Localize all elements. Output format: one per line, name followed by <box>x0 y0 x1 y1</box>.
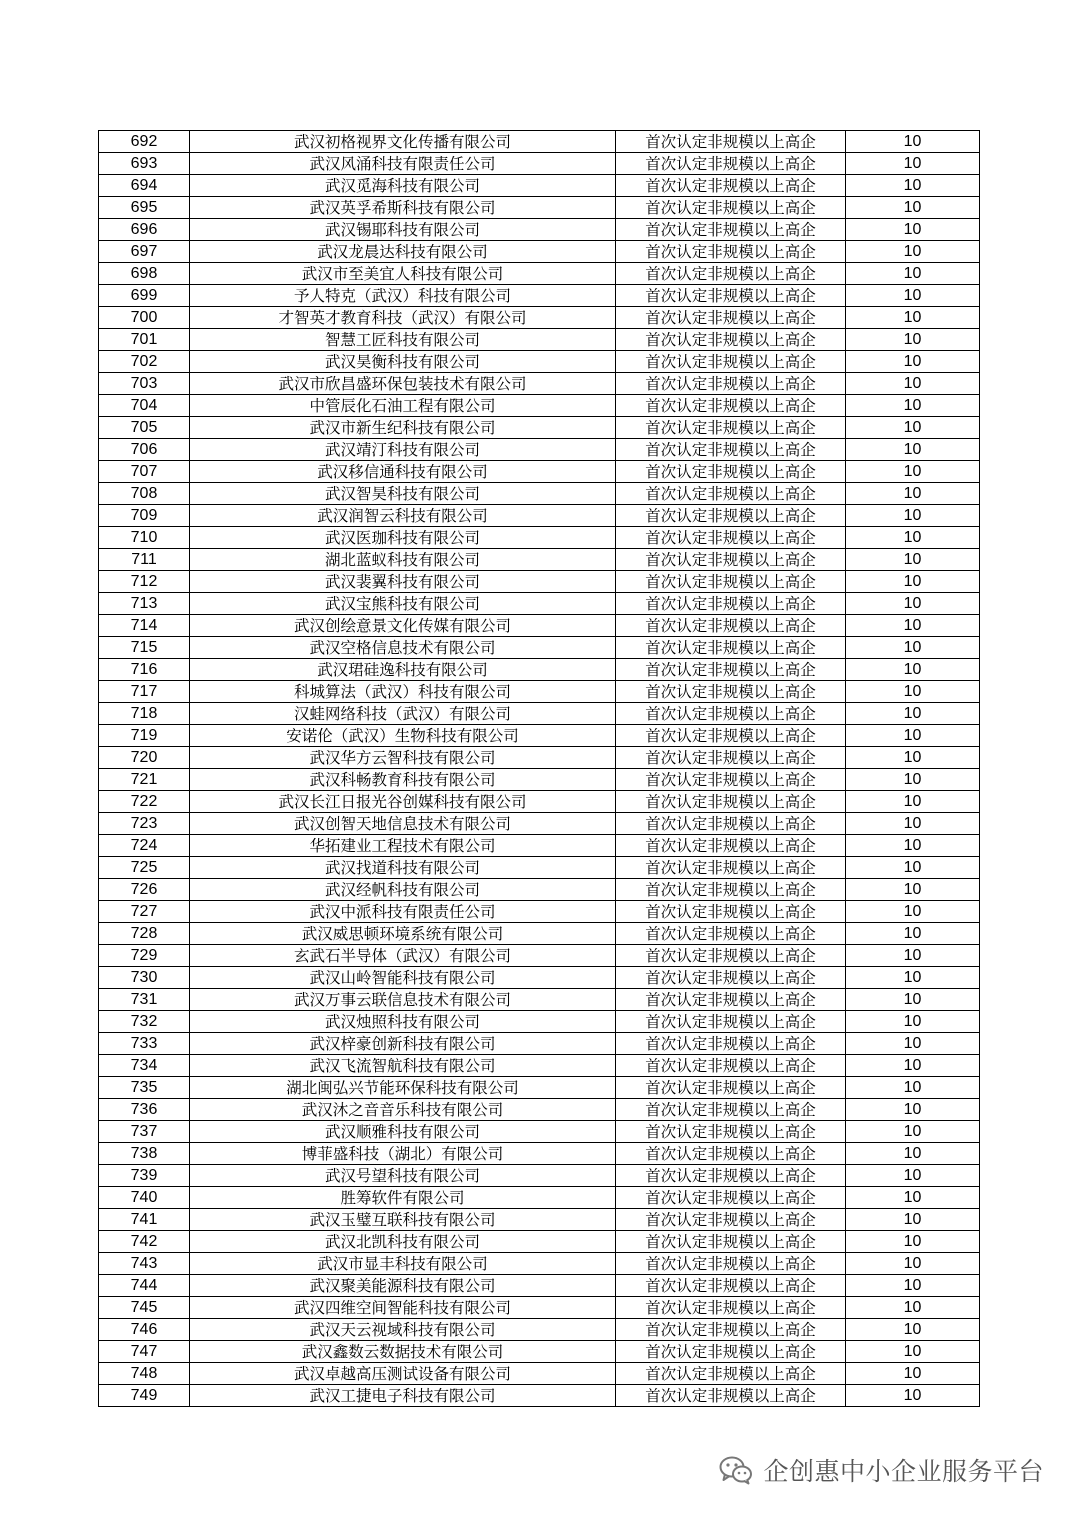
cell-company-name: 武汉创智天地信息技术有限公司 <box>190 813 616 835</box>
cell-company-name: 武汉顺雅科技有限公司 <box>190 1121 616 1143</box>
cell-score: 10 <box>846 1253 980 1275</box>
cell-score: 10 <box>846 1363 980 1385</box>
cell-recognition-type: 首次认定非规模以上高企 <box>616 1275 846 1297</box>
cell-recognition-type: 首次认定非规模以上高企 <box>616 967 846 989</box>
table-row <box>99 703 980 725</box>
cell-recognition-type: 首次认定非规模以上高企 <box>616 395 846 417</box>
cell-recognition-type: 首次认定非规模以上高企 <box>616 131 846 153</box>
table-row <box>99 1253 980 1275</box>
cell-score: 10 <box>846 659 980 681</box>
table-row <box>99 835 980 857</box>
cell-recognition-type: 首次认定非规模以上高企 <box>616 659 846 681</box>
cell-score: 10 <box>846 1209 980 1231</box>
cell-row-number: 703 <box>99 373 190 395</box>
cell-company-name: 武汉润智云科技有限公司 <box>190 505 616 527</box>
cell-score: 10 <box>846 615 980 637</box>
cell-recognition-type: 首次认定非规模以上高企 <box>616 549 846 571</box>
cell-company-name: 武汉市至美宜人科技有限公司 <box>190 263 616 285</box>
cell-row-number: 721 <box>99 769 190 791</box>
table-row <box>99 505 980 527</box>
cell-company-name: 武汉北凯科技有限公司 <box>190 1231 616 1253</box>
cell-row-number: 698 <box>99 263 190 285</box>
cell-recognition-type: 首次认定非规模以上高企 <box>616 307 846 329</box>
cell-score: 10 <box>846 373 980 395</box>
table-row <box>99 483 980 505</box>
table-row <box>99 461 980 483</box>
table-row <box>99 813 980 835</box>
cell-company-name: 武汉工捷电子科技有限公司 <box>190 1385 616 1407</box>
cell-score: 10 <box>846 307 980 329</box>
cell-score: 10 <box>846 813 980 835</box>
cell-recognition-type: 首次认定非规模以上高企 <box>616 439 846 461</box>
table-row <box>99 571 980 593</box>
cell-row-number: 718 <box>99 703 190 725</box>
cell-row-number: 749 <box>99 1385 190 1407</box>
cell-company-name: 武汉聚美能源科技有限公司 <box>190 1275 616 1297</box>
table-row <box>99 1363 980 1385</box>
watermark-text: 企创惠中小企业服务平台 <box>763 1457 1044 1486</box>
cell-score: 10 <box>846 1319 980 1341</box>
cell-row-number: 711 <box>99 549 190 571</box>
cell-score: 10 <box>846 505 980 527</box>
cell-company-name: 武汉长江日报光谷创媒科技有限公司 <box>190 791 616 813</box>
cell-row-number: 729 <box>99 945 190 967</box>
cell-recognition-type: 首次认定非规模以上高企 <box>616 1209 846 1231</box>
cell-company-name: 智慧工匠科技有限公司 <box>190 329 616 351</box>
cell-score: 10 <box>846 769 980 791</box>
table-row <box>99 1143 980 1165</box>
cell-score: 10 <box>846 703 980 725</box>
cell-recognition-type: 首次认定非规模以上高企 <box>616 791 846 813</box>
cell-recognition-type: 首次认定非规模以上高企 <box>616 835 846 857</box>
cell-score: 10 <box>846 417 980 439</box>
table-row <box>99 351 980 373</box>
cell-score: 10 <box>846 285 980 307</box>
cell-recognition-type: 首次认定非规模以上高企 <box>616 1099 846 1121</box>
cell-company-name: 武汉经帆科技有限公司 <box>190 879 616 901</box>
cell-company-name: 武汉裴翼科技有限公司 <box>190 571 616 593</box>
cell-row-number: 722 <box>99 791 190 813</box>
cell-row-number: 706 <box>99 439 190 461</box>
cell-recognition-type: 首次认定非规模以上高企 <box>616 1033 846 1055</box>
table-row <box>99 747 980 769</box>
cell-recognition-type: 首次认定非规模以上高企 <box>616 945 846 967</box>
cell-company-name: 湖北蓝蚁科技有限公司 <box>190 549 616 571</box>
cell-row-number: 696 <box>99 219 190 241</box>
cell-score: 10 <box>846 483 980 505</box>
table-row <box>99 1385 980 1407</box>
cell-row-number: 723 <box>99 813 190 835</box>
cell-recognition-type: 首次认定非规模以上高企 <box>616 681 846 703</box>
cell-row-number: 715 <box>99 637 190 659</box>
cell-row-number: 710 <box>99 527 190 549</box>
cell-recognition-type: 首次认定非规模以上高企 <box>616 461 846 483</box>
cell-recognition-type: 首次认定非规模以上高企 <box>616 241 846 263</box>
cell-company-name: 武汉四维空间智能科技有限公司 <box>190 1297 616 1319</box>
cell-score: 10 <box>846 1077 980 1099</box>
table-row <box>99 1275 980 1297</box>
cell-company-name: 武汉市显丰科技有限公司 <box>190 1253 616 1275</box>
cell-recognition-type: 首次认定非规模以上高企 <box>616 1011 846 1033</box>
cell-row-number: 709 <box>99 505 190 527</box>
cell-score: 10 <box>846 241 980 263</box>
cell-company-name: 武汉宝熊科技有限公司 <box>190 593 616 615</box>
cell-recognition-type: 首次认定非规模以上高企 <box>616 703 846 725</box>
cell-company-name: 武汉初格视界文化传播有限公司 <box>190 131 616 153</box>
cell-company-name: 安诺伦（武汉）生物科技有限公司 <box>190 725 616 747</box>
cell-row-number: 741 <box>99 1209 190 1231</box>
cell-company-name: 武汉风涌科技有限责任公司 <box>190 153 616 175</box>
cell-recognition-type: 首次认定非规模以上高企 <box>616 329 846 351</box>
table-row <box>99 967 980 989</box>
cell-score: 10 <box>846 901 980 923</box>
cell-score: 10 <box>846 219 980 241</box>
cell-company-name: 武汉智昊科技有限公司 <box>190 483 616 505</box>
cell-row-number: 704 <box>99 395 190 417</box>
cell-company-name: 武汉号望科技有限公司 <box>190 1165 616 1187</box>
cell-row-number: 735 <box>99 1077 190 1099</box>
cell-score: 10 <box>846 1033 980 1055</box>
cell-company-name: 华拓建业工程技术有限公司 <box>190 835 616 857</box>
cell-score: 10 <box>846 131 980 153</box>
cell-score: 10 <box>846 1297 980 1319</box>
cell-recognition-type: 首次认定非规模以上高企 <box>616 1121 846 1143</box>
cell-row-number: 692 <box>99 131 190 153</box>
cell-row-number: 724 <box>99 835 190 857</box>
cell-row-number: 717 <box>99 681 190 703</box>
cell-score: 10 <box>846 989 980 1011</box>
cell-row-number: 730 <box>99 967 190 989</box>
cell-score: 10 <box>846 637 980 659</box>
table-row <box>99 879 980 901</box>
cell-company-name: 武汉鑫数云数据技术有限公司 <box>190 1341 616 1363</box>
table-row <box>99 1165 980 1187</box>
cell-recognition-type: 首次认定非规模以上高企 <box>616 1297 846 1319</box>
cell-recognition-type: 首次认定非规模以上高企 <box>616 989 846 1011</box>
cell-score: 10 <box>846 461 980 483</box>
table-row <box>99 659 980 681</box>
cell-score: 10 <box>846 1055 980 1077</box>
cell-score: 10 <box>846 725 980 747</box>
cell-company-name: 武汉飞流智航科技有限公司 <box>190 1055 616 1077</box>
cell-recognition-type: 首次认定非规模以上高企 <box>616 1231 846 1253</box>
cell-recognition-type: 首次认定非规模以上高企 <box>616 1341 846 1363</box>
cell-row-number: 720 <box>99 747 190 769</box>
cell-recognition-type: 首次认定非规模以上高企 <box>616 351 846 373</box>
table-row <box>99 175 980 197</box>
cell-recognition-type: 首次认定非规模以上高企 <box>616 747 846 769</box>
cell-score: 10 <box>846 967 980 989</box>
table-body <box>99 131 980 1407</box>
table-row <box>99 1187 980 1209</box>
cell-score: 10 <box>846 791 980 813</box>
table-row <box>99 1099 980 1121</box>
cell-recognition-type: 首次认定非规模以上高企 <box>616 901 846 923</box>
cell-company-name: 武汉威思顿环境系统有限公司 <box>190 923 616 945</box>
cell-recognition-type: 首次认定非规模以上高企 <box>616 153 846 175</box>
cell-score: 10 <box>846 1385 980 1407</box>
table-row <box>99 1011 980 1033</box>
table-row <box>99 615 980 637</box>
cell-company-name: 武汉华方云智科技有限公司 <box>190 747 616 769</box>
cell-row-number: 697 <box>99 241 190 263</box>
cell-row-number: 733 <box>99 1033 190 1055</box>
cell-row-number: 719 <box>99 725 190 747</box>
cell-company-name: 武汉移信通科技有限公司 <box>190 461 616 483</box>
cell-row-number: 742 <box>99 1231 190 1253</box>
table-row <box>99 197 980 219</box>
cell-company-name: 武汉创绘意景文化传媒有限公司 <box>190 615 616 637</box>
cell-company-name: 武汉玉璧互联科技有限公司 <box>190 1209 616 1231</box>
cell-row-number: 727 <box>99 901 190 923</box>
table-row <box>99 439 980 461</box>
cell-company-name: 武汉万事云联信息技术有限公司 <box>190 989 616 1011</box>
cell-recognition-type: 首次认定非规模以上高企 <box>616 1165 846 1187</box>
cell-row-number: 746 <box>99 1319 190 1341</box>
cell-company-name: 武汉中派科技有限责任公司 <box>190 901 616 923</box>
cell-company-name: 武汉科畅教育科技有限公司 <box>190 769 616 791</box>
cell-recognition-type: 首次认定非规模以上高企 <box>616 1363 846 1385</box>
cell-score: 10 <box>846 1121 980 1143</box>
table-row <box>99 901 980 923</box>
cell-recognition-type: 首次认定非规模以上高企 <box>616 1385 846 1407</box>
cell-recognition-type: 首次认定非规模以上高企 <box>616 1055 846 1077</box>
table-row <box>99 1055 980 1077</box>
table-row <box>99 637 980 659</box>
cell-score: 10 <box>846 1275 980 1297</box>
cell-row-number: 731 <box>99 989 190 1011</box>
cell-row-number: 726 <box>99 879 190 901</box>
cell-company-name: 武汉觅海科技有限公司 <box>190 175 616 197</box>
cell-company-name: 武汉山岭智能科技有限公司 <box>190 967 616 989</box>
cell-score: 10 <box>846 923 980 945</box>
cell-recognition-type: 首次认定非规模以上高企 <box>616 857 846 879</box>
table-row <box>99 131 980 153</box>
table-row <box>99 1209 980 1231</box>
cell-company-name: 武汉昊衡科技有限公司 <box>190 351 616 373</box>
cell-row-number: 712 <box>99 571 190 593</box>
cell-company-name: 博菲盛科技（湖北）有限公司 <box>190 1143 616 1165</box>
cell-recognition-type: 首次认定非规模以上高企 <box>616 879 846 901</box>
cell-row-number: 693 <box>99 153 190 175</box>
cell-row-number: 701 <box>99 329 190 351</box>
cell-row-number: 695 <box>99 197 190 219</box>
cell-score: 10 <box>846 527 980 549</box>
cell-company-name: 武汉市欣昌盛环保包装技术有限公司 <box>190 373 616 395</box>
cell-row-number: 694 <box>99 175 190 197</box>
cell-recognition-type: 首次认定非规模以上高企 <box>616 197 846 219</box>
cell-row-number: 737 <box>99 1121 190 1143</box>
cell-row-number: 708 <box>99 483 190 505</box>
cell-company-name: 武汉市新生纪科技有限公司 <box>190 417 616 439</box>
cell-recognition-type: 首次认定非规模以上高企 <box>616 417 846 439</box>
cell-company-name: 才智英才教育科技（武汉）有限公司 <box>190 307 616 329</box>
table-row <box>99 681 980 703</box>
table-row <box>99 1319 980 1341</box>
table-row <box>99 923 980 945</box>
cell-score: 10 <box>846 1165 980 1187</box>
cell-recognition-type: 首次认定非规模以上高企 <box>616 263 846 285</box>
cell-row-number: 744 <box>99 1275 190 1297</box>
table-row <box>99 263 980 285</box>
cell-company-name: 科城算法（武汉）科技有限公司 <box>190 681 616 703</box>
table-row <box>99 285 980 307</box>
cell-recognition-type: 首次认定非规模以上高企 <box>616 373 846 395</box>
cell-score: 10 <box>846 1143 980 1165</box>
cell-score: 10 <box>846 1187 980 1209</box>
table-row <box>99 373 980 395</box>
cell-company-name: 武汉空格信息技术有限公司 <box>190 637 616 659</box>
cell-row-number: 740 <box>99 1187 190 1209</box>
company-list-table <box>98 130 980 1407</box>
cell-company-name: 武汉找道科技有限公司 <box>190 857 616 879</box>
wechat-icon <box>719 1455 753 1485</box>
table-row <box>99 153 980 175</box>
cell-recognition-type: 首次认定非规模以上高企 <box>616 725 846 747</box>
cell-recognition-type: 首次认定非规模以上高企 <box>616 1143 846 1165</box>
cell-score: 10 <box>846 351 980 373</box>
cell-score: 10 <box>846 835 980 857</box>
cell-company-name: 武汉靖汀科技有限公司 <box>190 439 616 461</box>
cell-row-number: 699 <box>99 285 190 307</box>
table-row <box>99 219 980 241</box>
cell-company-name: 玄武石半导体（武汉）有限公司 <box>190 945 616 967</box>
table-row <box>99 769 980 791</box>
cell-score: 10 <box>846 747 980 769</box>
cell-row-number: 705 <box>99 417 190 439</box>
cell-recognition-type: 首次认定非规模以上高企 <box>616 769 846 791</box>
cell-recognition-type: 首次认定非规模以上高企 <box>616 637 846 659</box>
cell-row-number: 700 <box>99 307 190 329</box>
table-row <box>99 593 980 615</box>
cell-recognition-type: 首次认定非规模以上高企 <box>616 527 846 549</box>
table-row <box>99 1121 980 1143</box>
cell-recognition-type: 首次认定非规模以上高企 <box>616 593 846 615</box>
cell-score: 10 <box>846 197 980 219</box>
cell-score: 10 <box>846 175 980 197</box>
cell-row-number: 702 <box>99 351 190 373</box>
cell-score: 10 <box>846 1099 980 1121</box>
table-row <box>99 1297 980 1319</box>
cell-row-number: 736 <box>99 1099 190 1121</box>
cell-score: 10 <box>846 153 980 175</box>
cell-recognition-type: 首次认定非规模以上高企 <box>616 813 846 835</box>
cell-row-number: 728 <box>99 923 190 945</box>
cell-recognition-type: 首次认定非规模以上高企 <box>616 1077 846 1099</box>
cell-row-number: 714 <box>99 615 190 637</box>
cell-row-number: 713 <box>99 593 190 615</box>
cell-recognition-type: 首次认定非规模以上高企 <box>616 1319 846 1341</box>
table-row <box>99 395 980 417</box>
cell-company-name: 武汉英孚希斯科技有限公司 <box>190 197 616 219</box>
table-row <box>99 549 980 571</box>
cell-company-name: 胜筹软件有限公司 <box>190 1187 616 1209</box>
cell-score: 10 <box>846 439 980 461</box>
cell-company-name: 武汉烛照科技有限公司 <box>190 1011 616 1033</box>
cell-company-name: 武汉锡耶科技有限公司 <box>190 219 616 241</box>
cell-recognition-type: 首次认定非规模以上高企 <box>616 175 846 197</box>
cell-score: 10 <box>846 1341 980 1363</box>
table-row <box>99 1033 980 1055</box>
cell-row-number: 747 <box>99 1341 190 1363</box>
cell-score: 10 <box>846 593 980 615</box>
cell-score: 10 <box>846 945 980 967</box>
cell-score: 10 <box>846 395 980 417</box>
cell-score: 10 <box>846 857 980 879</box>
table-row <box>99 725 980 747</box>
cell-recognition-type: 首次认定非规模以上高企 <box>616 219 846 241</box>
cell-company-name: 武汉卓越高压测试设备有限公司 <box>190 1363 616 1385</box>
cell-company-name: 武汉医珈科技有限公司 <box>190 527 616 549</box>
cell-company-name: 武汉天云视域科技有限公司 <box>190 1319 616 1341</box>
cell-row-number: 745 <box>99 1297 190 1319</box>
cell-company-name: 湖北闽弘兴节能环保科技有限公司 <box>190 1077 616 1099</box>
cell-row-number: 732 <box>99 1011 190 1033</box>
cell-row-number: 739 <box>99 1165 190 1187</box>
table-row <box>99 989 980 1011</box>
cell-row-number: 725 <box>99 857 190 879</box>
cell-row-number: 707 <box>99 461 190 483</box>
cell-company-name: 武汉沐之音音乐科技有限公司 <box>190 1099 616 1121</box>
watermark <box>719 1452 1044 1488</box>
cell-score: 10 <box>846 549 980 571</box>
table-row <box>99 857 980 879</box>
cell-score: 10 <box>846 571 980 593</box>
table-row <box>99 329 980 351</box>
cell-score: 10 <box>846 329 980 351</box>
cell-recognition-type: 首次认定非规模以上高企 <box>616 505 846 527</box>
cell-row-number: 734 <box>99 1055 190 1077</box>
cell-recognition-type: 首次认定非规模以上高企 <box>616 571 846 593</box>
cell-score: 10 <box>846 1011 980 1033</box>
table-row <box>99 791 980 813</box>
cell-company-name: 中管辰化石油工程有限公司 <box>190 395 616 417</box>
cell-row-number: 743 <box>99 1253 190 1275</box>
cell-company-name: 武汉珺硅逸科技有限公司 <box>190 659 616 681</box>
cell-score: 10 <box>846 263 980 285</box>
table-row <box>99 1231 980 1253</box>
cell-recognition-type: 首次认定非规模以上高企 <box>616 483 846 505</box>
cell-recognition-type: 首次认定非规模以上高企 <box>616 923 846 945</box>
cell-company-name: 武汉梓豪创新科技有限公司 <box>190 1033 616 1055</box>
table-row <box>99 527 980 549</box>
cell-score: 10 <box>846 681 980 703</box>
cell-row-number: 738 <box>99 1143 190 1165</box>
cell-company-name: 汉蛙网络科技（武汉）有限公司 <box>190 703 616 725</box>
cell-recognition-type: 首次认定非规模以上高企 <box>616 285 846 307</box>
cell-row-number: 716 <box>99 659 190 681</box>
cell-company-name: 予人特克（武汉）科技有限公司 <box>190 285 616 307</box>
table-row <box>99 945 980 967</box>
table-row <box>99 307 980 329</box>
cell-score: 10 <box>846 879 980 901</box>
table-row <box>99 1341 980 1363</box>
table-row <box>99 241 980 263</box>
cell-score: 10 <box>846 1231 980 1253</box>
table-row <box>99 417 980 439</box>
cell-recognition-type: 首次认定非规模以上高企 <box>616 1253 846 1275</box>
cell-recognition-type: 首次认定非规模以上高企 <box>616 1187 846 1209</box>
cell-recognition-type: 首次认定非规模以上高企 <box>616 615 846 637</box>
table-row <box>99 1077 980 1099</box>
cell-company-name: 武汉龙晨达科技有限公司 <box>190 241 616 263</box>
cell-row-number: 748 <box>99 1363 190 1385</box>
